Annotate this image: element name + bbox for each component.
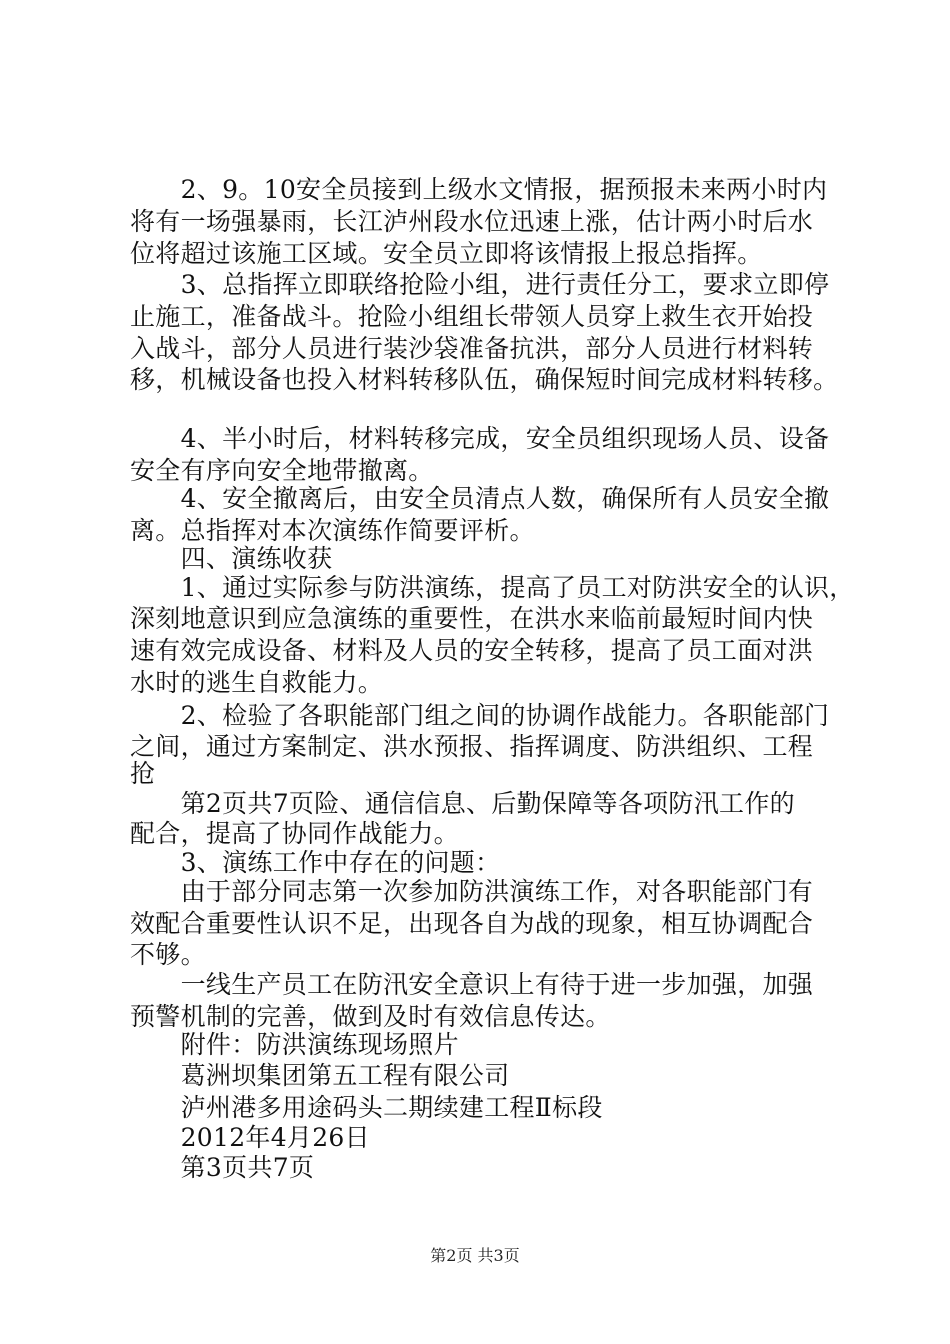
body-line: 之间，通过方案制定、洪水预报、指挥调度、防洪组织、工程 <box>130 732 814 761</box>
body-line: 2、检验了各职能部门组之间的协调作战能力。各职能部门 <box>130 701 830 730</box>
body-line: 速有效完成设备、材料及人员的安全转移，提高了员工面对洪 <box>130 636 814 665</box>
body-line: 水时的逃生自救能力。 <box>130 668 384 697</box>
body-line: 3、演练工作中存在的问题： <box>130 848 501 877</box>
body-line: 一线生产员工在防汛安全意识上有待于进一步加强，加强 <box>130 970 814 999</box>
body-line: 配合，提高了协同作战能力。 <box>130 819 459 848</box>
body-line: 由于部分同志第一次参加防洪演练工作，对各职能部门有 <box>130 877 814 906</box>
body-line: 不够。 <box>130 940 206 969</box>
body-line: 抢 <box>130 759 156 788</box>
body-line: 4、安全撤离后，由安全员清点人数，确保所有人员安全撤 <box>130 484 830 513</box>
body-line: 3、总指挥立即联络抢险小组，进行责任分工，要求立即停 <box>130 270 830 299</box>
body-line: 移，机械设备也投入材料转移队伍，确保短时间完成材料转移。 <box>130 365 839 394</box>
project-name: 泸州港多用途码头二期续建工程Ⅱ标段 <box>130 1093 603 1122</box>
company-name: 葛洲坝集团第五工程有限公司 <box>130 1061 510 1090</box>
body-line: 入战斗，部分人员进行装沙袋准备抗洪，部分人员进行材料转 <box>130 334 814 363</box>
body-line: 4、半小时后，材料转移完成，安全员组织现场人员、设备 <box>130 424 830 453</box>
body-line: 2、9。10安全员接到上级水文情报，据预报未来两小时内 <box>130 175 828 204</box>
body-line: 效配合重要性认识不足，出现各自为战的现象，相互协调配合 <box>130 909 814 938</box>
attachment-line: 附件：防洪演练现场照片 <box>130 1030 459 1059</box>
body-line: 离。总指挥对本次演练作简要评析。 <box>130 516 535 545</box>
inner-page-number: 第3页共7页 <box>130 1153 315 1182</box>
page-footer: 第2页 共3页 <box>430 1246 520 1265</box>
body-line: 将有一场强暴雨，长江泸州段水位迅速上涨，估计两小时后水 <box>130 207 814 236</box>
document-date: 2012年4月26日 <box>130 1123 370 1152</box>
body-line: 深刻地意识到应急演练的重要性，在洪水来临前最短时间内快 <box>130 604 814 633</box>
body-line: 预警机制的完善，做到及时有效信息传达。 <box>130 1002 611 1031</box>
body-line: 止施工，准备战斗。抢险小组组长带领人员穿上救生衣开始投 <box>130 302 814 331</box>
body-line: 安全有序向安全地带撤离。 <box>130 456 434 485</box>
body-line: 第2页共7页险、通信信息、后勤保障等各项防汛工作的 <box>130 789 795 818</box>
body-line: 1、通过实际参与防洪演练，提高了员工对防洪安全的认识， <box>130 573 855 602</box>
section-heading: 四、演练收获 <box>130 544 333 573</box>
body-line: 位将超过该施工区域。安全员立即将该情报上报总指挥。 <box>130 239 763 268</box>
